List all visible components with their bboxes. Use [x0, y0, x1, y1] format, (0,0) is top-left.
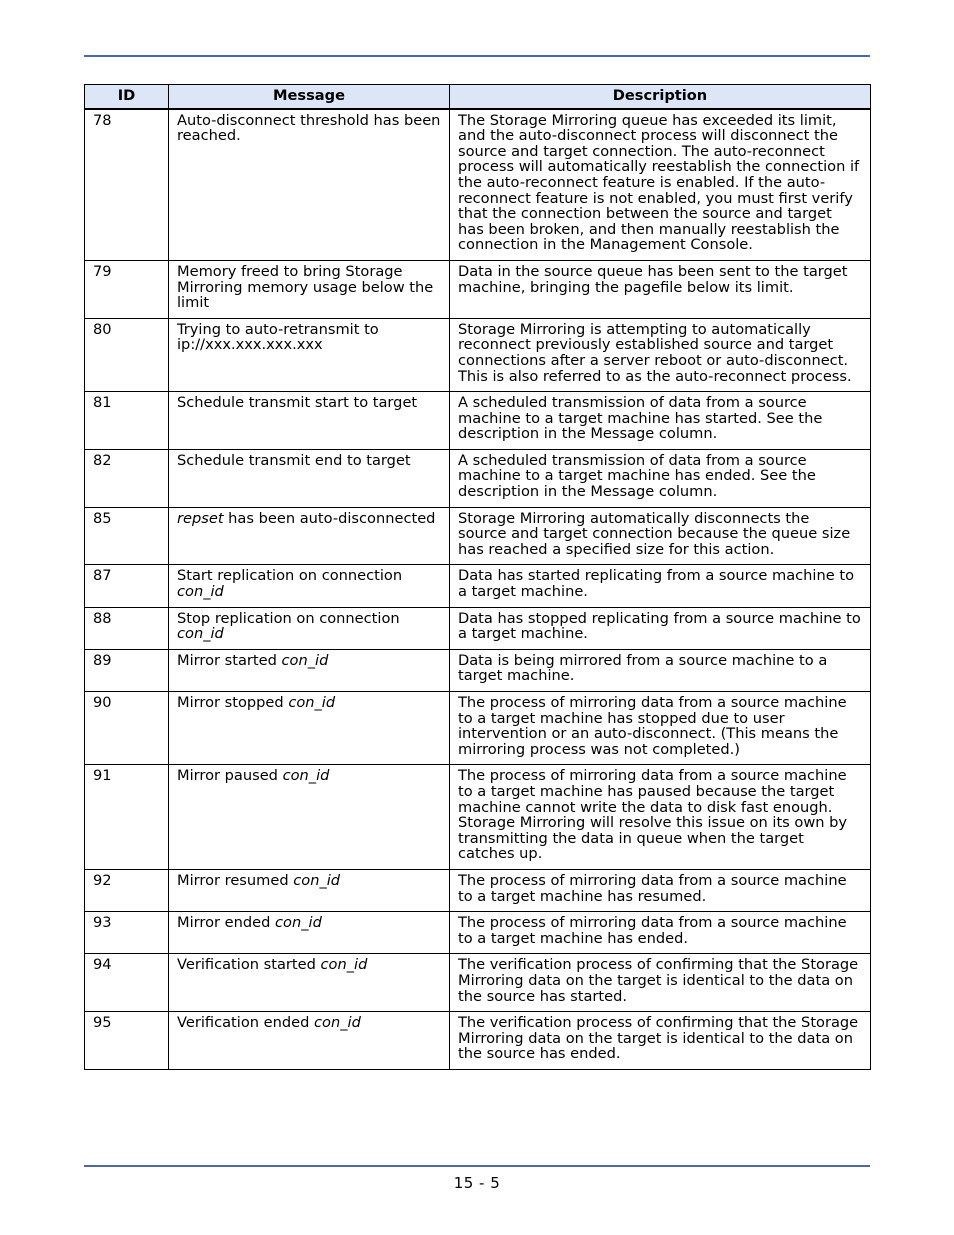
- row-id: 81: [85, 392, 169, 450]
- row-description: Data is being mirrored from a source machine to a target machine.: [450, 649, 871, 691]
- table-row: [85, 318, 871, 391]
- row-message: [169, 869, 450, 911]
- row-message: [169, 607, 450, 649]
- message-text: has been auto-disconnected: [223, 509, 436, 527]
- row-id: 78: [85, 109, 169, 261]
- row-description: The process of mirroring data from a source machine to a target machine has stopped due to user intervention or an auto-disconnect. (This means the mirroring process was not completed.): [450, 692, 871, 765]
- row-id: 93: [85, 912, 169, 954]
- header-rule: [84, 55, 870, 57]
- table-row: [85, 109, 871, 261]
- table-row: [85, 869, 871, 911]
- table-row: [85, 507, 871, 565]
- row-id: 94: [85, 954, 169, 1012]
- message-variable: con_id: [275, 914, 322, 932]
- row-message: [169, 565, 450, 607]
- row-id: 87: [85, 565, 169, 607]
- message-variable: con_id: [281, 651, 329, 669]
- row-description: Data has stopped replicating from a source machine to a target machine.: [450, 607, 871, 649]
- message-text: Memory freed to bring Storage Mirroring memory usage below the limit: [177, 262, 434, 312]
- message-variable: repset: [177, 509, 224, 527]
- row-message: [169, 392, 450, 450]
- message-text: Verification started: [177, 956, 321, 974]
- table-header-row: [85, 85, 871, 109]
- row-description: Data in the source queue has been sent to the target machine, bringing the pagefile below its limit.: [450, 260, 871, 318]
- table-row: [85, 565, 871, 607]
- column-header-message: Message: [169, 85, 450, 109]
- column-header-id: ID: [85, 85, 169, 109]
- row-description: Storage Mirroring is attempting to automatically reconnect previously established source and target connections after a server reboot or auto-disconnect. This is also referred to as the auto-reconnect process.: [450, 318, 871, 391]
- row-message: [169, 954, 450, 1012]
- row-description: Storage Mirroring automatically disconnects the source and target connection because the queue size has reached a specified size for this action.: [450, 507, 871, 565]
- message-variable: con_id: [320, 956, 368, 974]
- row-id: 92: [85, 869, 169, 911]
- table-row: [85, 912, 871, 954]
- row-message: [169, 109, 450, 261]
- row-id: 89: [85, 649, 169, 691]
- message-text: Mirror ended: [177, 914, 276, 932]
- table-row: [85, 1012, 871, 1070]
- message-text: Mirror resumed: [177, 871, 294, 889]
- row-message: [169, 765, 450, 870]
- row-description: The process of mirroring data from a source machine to a target machine has resumed.: [450, 869, 871, 911]
- table-row: [85, 607, 871, 649]
- message-table: [84, 84, 871, 1070]
- message-variable: con_id: [293, 871, 341, 889]
- row-description: The process of mirroring data from a source machine to a target machine has ended.: [450, 912, 871, 954]
- row-description: A scheduled transmission of data from a source machine to a target machine has ended. See the description in the Message column.: [450, 449, 871, 507]
- message-text: Start replication on connection: [177, 567, 403, 585]
- row-description: The Storage Mirroring queue has exceeded its limit, and the auto-disconnect process will disconnect the source and target connection. The auto-reconnect process will automatically reestablish the connection if the auto-reconnect feature is enabled. If the auto-reconnect feature is not enabled, you must first verify that the connection between the source and target has been broken, and then manually reestablish the connection in the Management Console.: [450, 109, 871, 261]
- message-variable: con_id: [177, 583, 224, 601]
- table-row: [85, 260, 871, 318]
- row-id: 80: [85, 318, 169, 391]
- row-message: [169, 449, 450, 507]
- page-number: 15 - 5: [453, 1174, 501, 1192]
- row-message: [169, 1012, 450, 1070]
- message-text: Trying to auto-retransmit to ip://xxx.xxx.xxx.xxx: [177, 320, 379, 354]
- row-message: [169, 318, 450, 391]
- row-message: [169, 649, 450, 691]
- row-description: Data has started replicating from a source machine to a target machine.: [450, 565, 871, 607]
- message-text: Verification ended: [177, 1014, 315, 1032]
- row-id: 79: [85, 260, 169, 318]
- message-text: Mirror started: [177, 651, 282, 669]
- message-text: Mirror paused: [177, 767, 283, 785]
- footer-rule: [84, 1165, 870, 1167]
- message-variable: con_id: [314, 1014, 361, 1032]
- row-description: The verification process of confirming that the Storage Mirroring data on the target is identical to the data on the source has ended.: [450, 1012, 871, 1070]
- column-header-description: Description: [450, 85, 871, 109]
- row-description: A scheduled transmission of data from a source machine to a target machine has started. See the description in the Message column.: [450, 392, 871, 450]
- message-text: Auto-disconnect threshold has been reached.: [177, 111, 441, 145]
- row-message: [169, 507, 450, 565]
- message-variable: con_id: [288, 694, 336, 711]
- table-row: [85, 449, 871, 507]
- row-id: 88: [85, 607, 169, 649]
- message-text: Schedule transmit end to target: [177, 451, 411, 469]
- row-message: [169, 692, 450, 765]
- row-id: 82: [85, 449, 169, 507]
- row-description: The process of mirroring data from a source machine to a target machine has paused because the target machine cannot write the data to disk fast enough. Storage Mirroring will resolve this issue on its own by transmitting the data in queue when the target catches up.: [450, 765, 871, 870]
- table-row: [85, 392, 871, 450]
- row-description: The verification process of confirming that the Storage Mirroring data on the target is identical to the data on the source has started.: [450, 954, 871, 1012]
- message-text: Schedule transmit start to target: [177, 394, 418, 412]
- row-id: 85: [85, 507, 169, 565]
- message-text: Stop replication on connection: [177, 609, 400, 627]
- row-id: 91: [85, 765, 169, 870]
- table-row: [85, 954, 871, 1012]
- table-row: [85, 649, 871, 691]
- table-body: [85, 109, 871, 1070]
- row-id: 90: [85, 692, 169, 765]
- row-message: [169, 912, 450, 954]
- row-message: [169, 260, 450, 318]
- table-row: [85, 765, 871, 870]
- message-variable: con_id: [177, 625, 224, 643]
- message-variable: con_id: [282, 767, 330, 785]
- message-text: Mirror stopped: [177, 694, 289, 711]
- row-id: 95: [85, 1012, 169, 1070]
- table-row: [85, 692, 871, 765]
